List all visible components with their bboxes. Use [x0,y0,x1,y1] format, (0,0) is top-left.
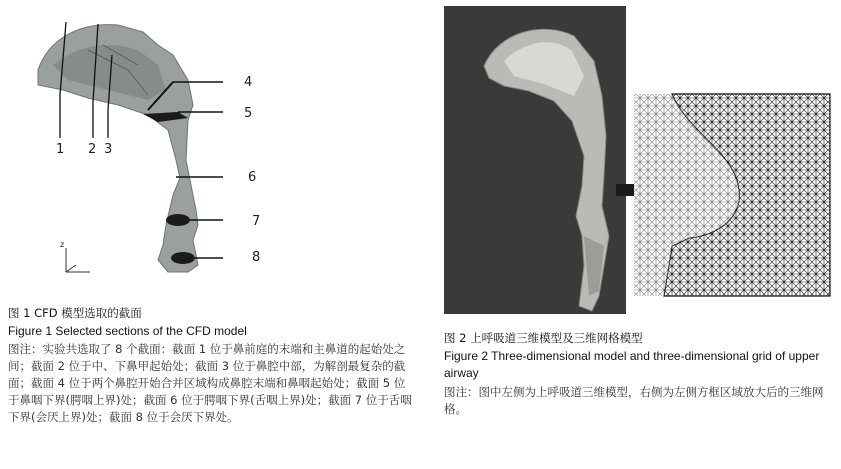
section-label-3: 3 [104,142,113,157]
figure-1-note: 图注：实验共选取了 8 个截面：截面 1 位于鼻前庭的末端和主鼻道的起始处之间；截面 2 位于中、下鼻甲起始处；截面 3 位于鼻腔中部，为解剖最复杂的截面；截面 4 位于两个鼻腔开始合并区域构成鼻腔末端和鼻咽起始处；截面 5 位于鼻咽下界(腭咽上界)处；截面 6 位于腭咽下界(舌咽上界)处；截面 7 位于舌咽下界(会厌上界)处；截面 8 位于会厌下界处。 [8,342,412,424]
figure-1-caption-cn: 图 1 CFD 模型选取的截面 [8,306,142,320]
airway-3d-and-mesh-model [444,6,834,316]
figure-2-note: 图注：图中左侧为上呼吸道三维模型，右侧为左侧方框区域放大后的三维网格。 [444,385,824,416]
airway-sections-model [8,10,428,300]
section-label-1: 1 [56,142,65,157]
axis-label-z: z [60,240,65,249]
section-label-7: 7 [252,214,261,229]
section-label-8: 8 [252,250,261,265]
figure-2-image [444,6,834,316]
figure-1-caption-en: Figure 1 Selected sections of the CFD model [8,324,247,338]
figure-2-caption-en: Figure 2 Three-dimensional model and three-dimensional grid of upper airway [444,349,820,380]
section-label-2: 2 [88,142,97,157]
figure-1-image [8,10,428,300]
section-label-6: 6 [248,170,257,185]
section-label-5: 5 [244,106,253,121]
section-label-4: 4 [244,75,253,90]
figure-2-caption-cn: 图 2 上呼吸道三维模型及三维网格模型 [444,331,643,345]
